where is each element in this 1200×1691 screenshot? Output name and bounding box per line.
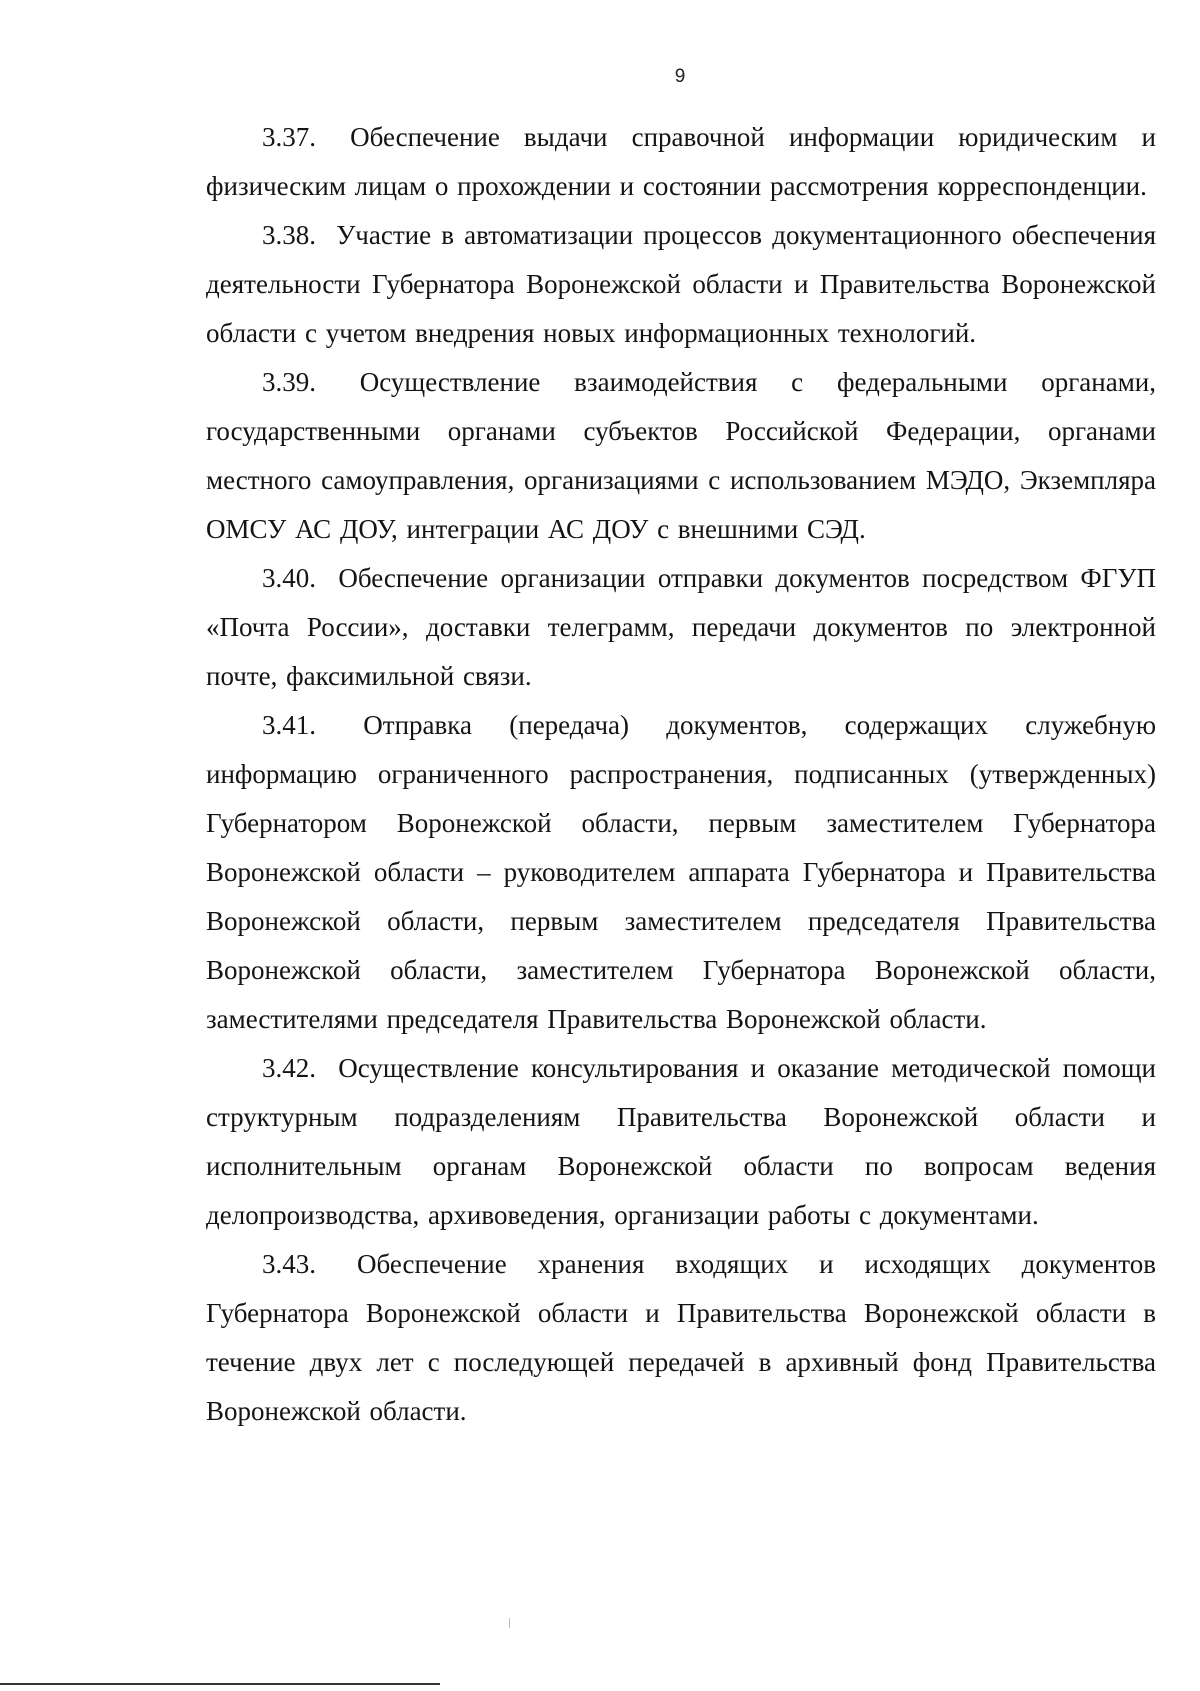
paragraph-text: Отправка (передача) документов, содержащих служебную информацию ограниченного распространения, подписанных (утвержденных) Губернатором Воронежской области, первым заместителем Губернатора Воронежской области – руководителем аппарата Губернатора и Правительства Воронежской области, первым заместителем председателя Правительства Воронежской области, заместителем Губернатора Воронежской области, заместителями председателя Правительства Воронежской области. bbox=[206, 710, 1157, 1034]
page-number: 9 bbox=[674, 66, 686, 87]
document-body bbox=[206, 113, 1156, 1436]
paragraph-3-39 bbox=[206, 358, 1156, 554]
paragraph-number: 3.40. bbox=[262, 563, 316, 593]
paragraph-text: Осуществление консультирования и оказание методической помощи структурным подразделениям Правительства Воронежской области и исполнительным органам Воронежской области по вопросам ведения делопроизводства, архивоведения, организации работы с документами. bbox=[206, 1053, 1156, 1230]
paragraph-text: Участие в автоматизации процессов документационного обеспечения деятельности Губернатора Воронежской области и Правительства Воронежской области с учетом внедрения новых информационных технологий. bbox=[206, 220, 1157, 348]
paragraph-text: Осуществление взаимодействия с федеральными органами, государственными органами субъектов Российской Федерации, органами местного самоуправления, организациями с использованием МЭДО, Экземпляра ОМСУ АС ДОУ, интеграции АС ДОУ с внешними СЭД. bbox=[206, 367, 1156, 544]
paragraph-3-38 bbox=[206, 211, 1156, 358]
paragraph-text: Обеспечение хранения входящих и исходящих документов Губернатора Воронежской области и Правительства Воронежской области в течение двух лет с последующей передачей в архивный фонд Правительства Воронежской области. bbox=[206, 1249, 1157, 1426]
scan-edge-line bbox=[0, 1683, 440, 1685]
paragraph-number: 3.37. bbox=[262, 122, 316, 152]
paragraph-number: 3.43. bbox=[262, 1249, 316, 1279]
paragraph-number: 3.39. bbox=[262, 367, 316, 397]
paragraph-number: 3.41. bbox=[262, 710, 316, 740]
paragraph-text: Обеспечение выдачи справочной информации юридическим и физическим лицам о прохождении и состоянии рассмотрения корреспонденции. bbox=[206, 122, 1157, 201]
paragraph-3-41 bbox=[206, 701, 1156, 1044]
paragraph-number: 3.42. bbox=[262, 1053, 316, 1083]
paragraph-3-42 bbox=[206, 1044, 1156, 1240]
paragraph-number: 3.38. bbox=[262, 220, 316, 250]
paragraph-3-40 bbox=[206, 554, 1156, 701]
scan-speck bbox=[509, 1618, 510, 1628]
paragraph-3-37 bbox=[206, 113, 1156, 211]
paragraph-3-43 bbox=[206, 1240, 1156, 1436]
paragraph-text: Обеспечение организации отправки документов посредством ФГУП «Почта России», доставки телеграмм, передачи документов по электронной почте, факсимильной связи. bbox=[206, 563, 1156, 691]
